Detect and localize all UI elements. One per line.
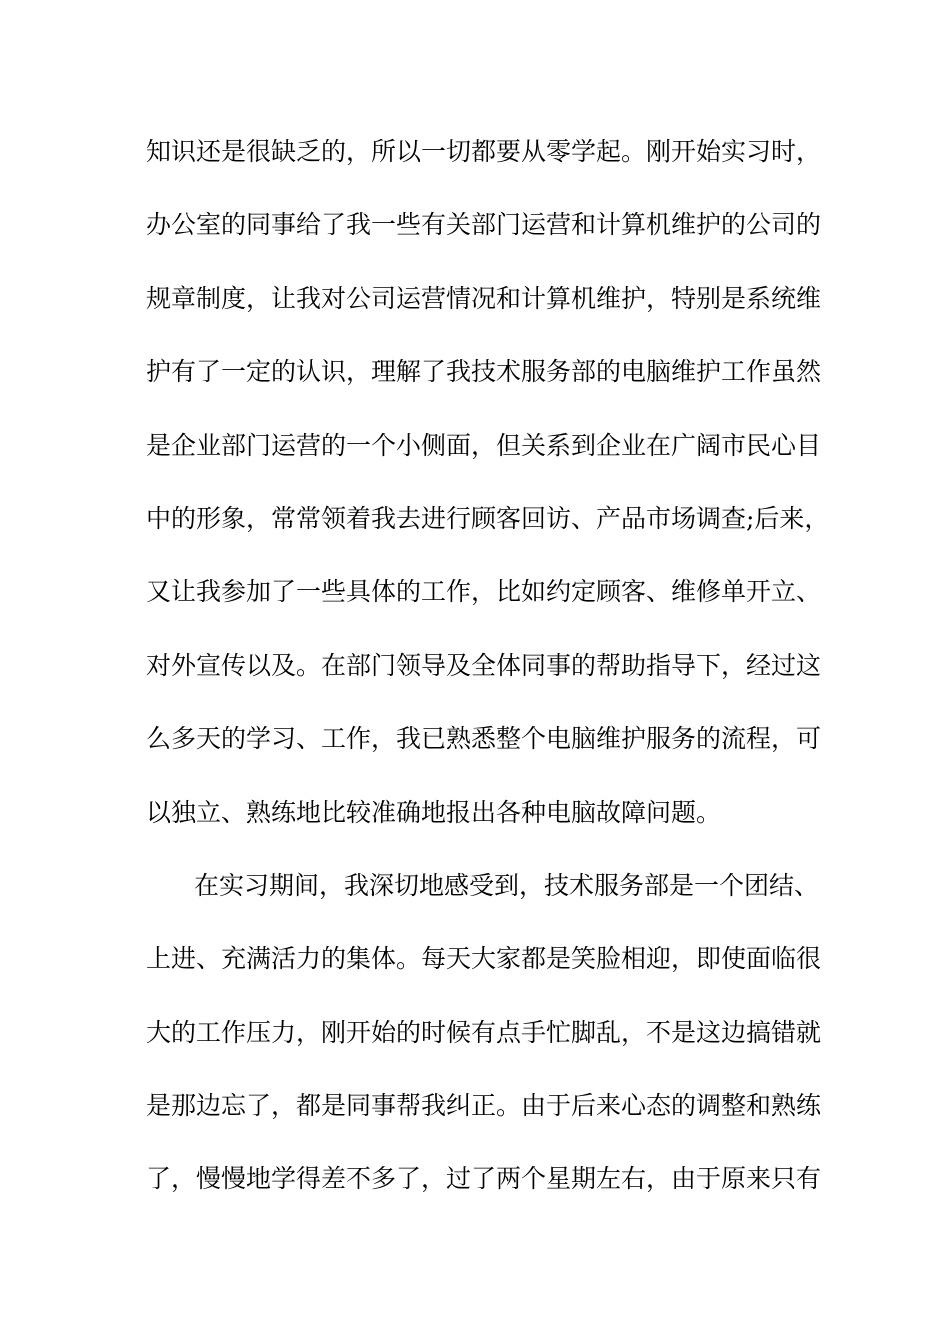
- text-line: 规章制度，让我对公司运营情况和计算机维护，特别是系统维: [146, 283, 822, 313]
- text-line: 上进、充满活力的集体。每天大家都是笑脸相迎，即使面临很: [146, 944, 822, 974]
- text-line: 么多天的学习、工作，我已熟悉整个电脑维护服务的流程，可: [146, 724, 822, 754]
- paragraph-start-line: 在实习期间，我深切地感受到，技术服务部是一个团结、: [194, 870, 820, 900]
- text-line: 护有了一定的认识，理解了我技术服务部的电脑维护工作虽然: [146, 357, 822, 387]
- text-line: 办公室的同事给了我一些有关部门运营和计算机维护的公司的: [146, 210, 822, 240]
- text-line: 知识还是很缺乏的，所以一切都要从零学起。刚开始实习时，: [146, 137, 822, 166]
- body-text: [146, 132, 830, 1233]
- text-line: 对外宣传以及。在部门领导及全体同事的帮助指导下，经过这: [146, 650, 822, 680]
- text-line: 了，慢慢地学得差不多了，过了两个星期左右，由于原来只有: [146, 1164, 822, 1194]
- text-line: 又让我参加了一些具体的工作，比如约定顾客、维修单开立、: [146, 577, 822, 607]
- text-line: 以独立、熟练地比较准确地报出各种电脑故障问题。: [146, 797, 722, 827]
- text-line: 中的形象，常常领着我去进行顾客回访、产品市场调查;后来，: [146, 503, 830, 533]
- text-line: 是那边忘了，都是同事帮我纠正。由于后来心态的调整和熟练: [146, 1091, 822, 1121]
- text-line: 大的工作压力，刚开始的时候有点手忙脚乱，不是这边搞错就: [146, 1017, 822, 1047]
- text-line: 是企业部门运营的一个小侧面，但关系到企业在广阔市民心目: [146, 430, 822, 460]
